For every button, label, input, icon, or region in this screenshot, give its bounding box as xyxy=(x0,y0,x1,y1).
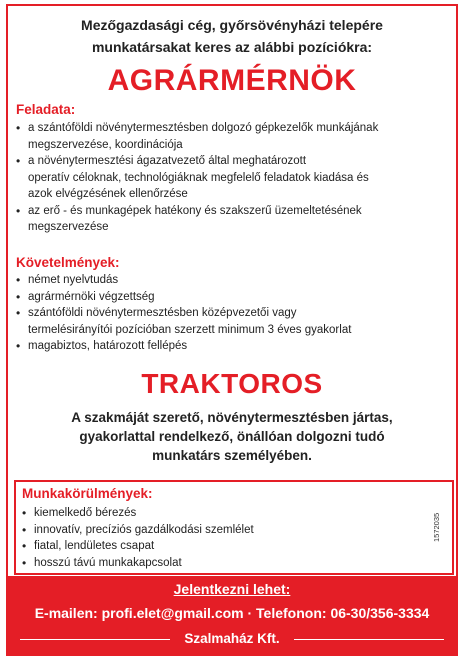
contact-line: E-mailen: profi.elet@gmail.com · Telefonon: 06-30/356-3334 xyxy=(34,605,430,621)
requirements-list xyxy=(16,272,448,355)
conditions-box xyxy=(14,480,454,575)
conditions-list xyxy=(22,505,444,571)
list-item-line: • magabiztos, határozott fellépés xyxy=(28,340,188,352)
list-item: • innovatív, precíziós gazdálkodási szemlélet xyxy=(22,522,444,539)
duties-heading: Feladata: xyxy=(16,102,76,117)
contact-footer xyxy=(8,576,456,654)
list-item xyxy=(16,203,448,236)
list-item xyxy=(16,289,448,306)
intro-text xyxy=(8,14,456,58)
list-item-line: • szántóföldi növénytermesztésben középvezetői vagy xyxy=(28,307,297,319)
intro-line-2: munkatársakat keres az alábbi pozíciókra: xyxy=(91,39,373,55)
list-item-line: megszervezése, koordinációja xyxy=(28,138,183,151)
list-item xyxy=(16,120,448,153)
traktoros-desc-line-1: A szakmáját szerető, növénytermesztésben jártas, xyxy=(71,410,393,425)
apply-label: Jelentkezni lehet: xyxy=(173,581,291,597)
list-item-line: azok elvégzésének ellenőrzése xyxy=(28,188,188,200)
conditions-heading: Munkakörülmények: xyxy=(22,486,153,501)
list-item-line: • az erő - és munkagépek hatékony és szakszerű üzemeltetésének xyxy=(28,204,362,217)
requirements-heading: Követelmények: xyxy=(16,255,120,270)
list-item: • fiatal, lendületes csapat xyxy=(22,538,444,555)
duties-list xyxy=(16,120,448,236)
list-item-line: operatív céloknak, technológiáknak megfelelő feladatok kiadása és xyxy=(28,171,369,184)
company-row xyxy=(8,631,456,647)
position-title-traktoros: TRAKTOROS xyxy=(141,368,323,399)
position-title-agrarmernok: AGRÁRMÉRNÖK xyxy=(107,64,357,97)
traktoros-desc-line-3: munkatárs személyében. xyxy=(152,448,312,463)
list-item: • kiemelkedő bérezés xyxy=(22,505,444,522)
list-item-line: • a szántóföldi növénytermesztésben dolgozó gépkezelők munkájának xyxy=(28,122,379,134)
list-item xyxy=(16,272,448,289)
list-item-line: megszervezése xyxy=(28,221,109,233)
ad-code: 1572035 xyxy=(432,512,441,542)
list-item-line: • a növénytermesztési ágazatvezető által meghatározott xyxy=(28,155,307,167)
list-item xyxy=(16,153,448,203)
list-item: • hosszú távú munkakapcsolat xyxy=(22,555,444,572)
traktoros-description xyxy=(8,408,456,465)
list-item-line: • német nyelvtudás xyxy=(28,274,119,286)
list-item-line: • agrármérnöki végzettség xyxy=(28,290,155,303)
intro-line-1: Mezőgazdasági cég, győrsövényházi telepére xyxy=(81,17,383,33)
list-item xyxy=(16,305,448,338)
divider xyxy=(294,639,444,640)
job-ad-frame xyxy=(6,4,458,656)
list-item xyxy=(16,338,448,355)
list-item-line: termelésirányítói pozícióban szerzett minimum 3 éves gyakorlat xyxy=(28,323,352,336)
company-name: Szalmaház Kft. xyxy=(184,631,280,646)
traktoros-desc-line-2: gyakorlattal rendelkező, önállóan dolgozni tudó xyxy=(79,429,385,444)
